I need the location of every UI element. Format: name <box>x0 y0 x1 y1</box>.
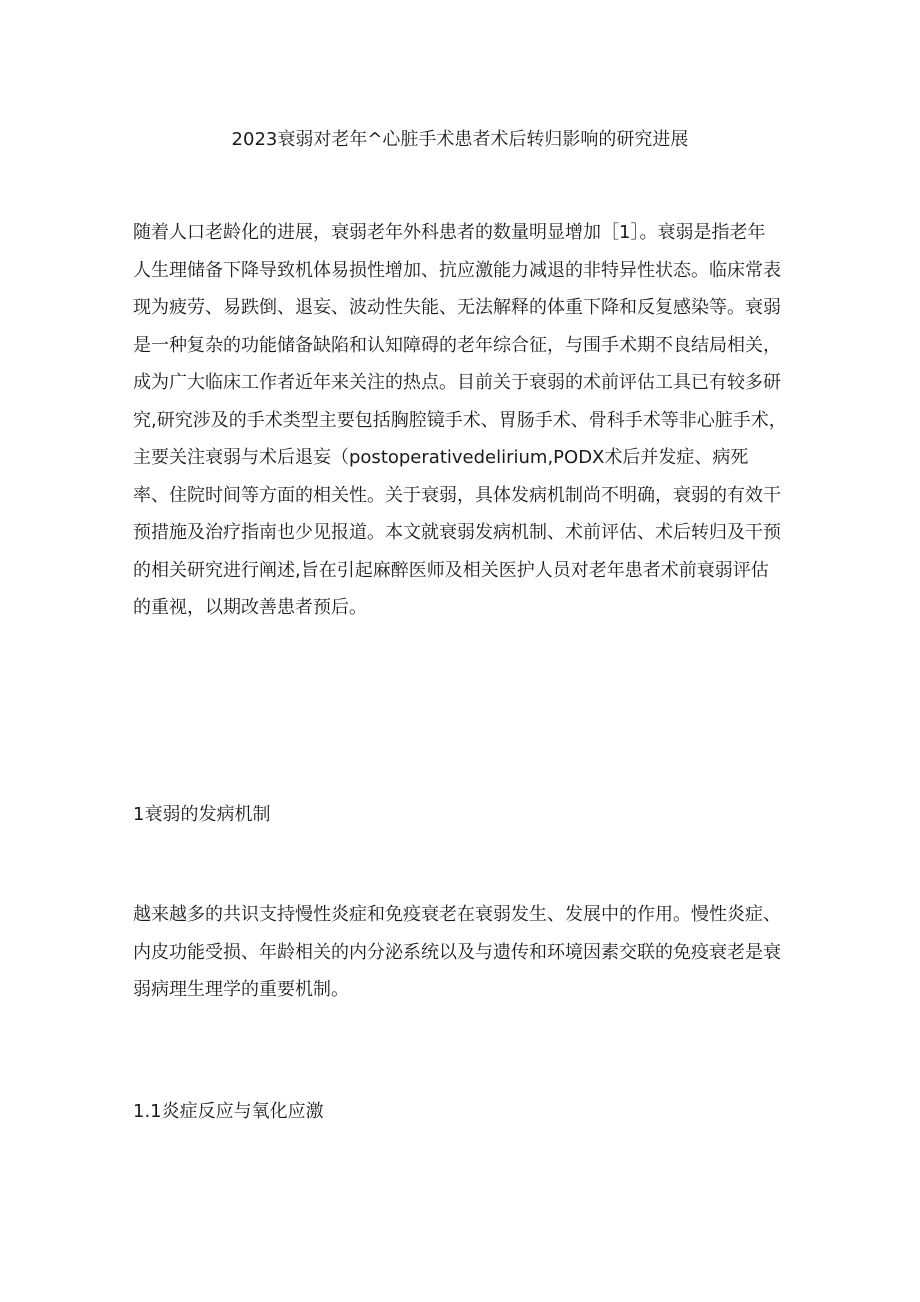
paragraph-line: 是一种复杂的功能储备缺陷和认知障碍的老年综合征，与围手术期不良结局相关， <box>133 334 781 356</box>
intro-paragraph <box>133 214 787 627</box>
paragraph-line: 究,研究涉及的手术类型主要包括胸腔镜手术、胃肠手术、骨科手术等非心脏手术， <box>133 409 787 431</box>
section1-paragraph <box>133 896 781 1009</box>
paragraph-line: 主要关注衰弱与术后退妄（postoperativedelirium,PODX术后并发症、病死 <box>133 447 749 468</box>
paragraph-line: 成为广大临床工作者近年来关注的热点。目前关于衰弱的术前评估工具已有较多研 <box>133 372 781 393</box>
paragraph-line: 内皮功能受损、年龄相关的内分泌系统以及与遗传和环境因素交联的免疫衰老是衰 <box>133 941 781 963</box>
paragraph-line: 率、住院时间等方面的相关性。关于衰弱，具体发病机制尚不明确，衰弱的有效干 <box>133 484 781 506</box>
paragraph-line: 的相关研究进行阐述,旨在引起麻醉医师及相关医护人员对老年患者术前衰弱评估 <box>133 559 769 581</box>
section-heading-1: 1衰弱的发病机制 <box>133 804 271 825</box>
paragraph-line: 的重视，以期改善患者预后。 <box>133 597 367 618</box>
paragraph-line: 人生理储备下降导致机体易损性增加、抗应激能力减退的非特异性状态。临床常表 <box>133 259 781 281</box>
paragraph-line: 现为疲劳、易跌倒、退妄、波动性失能、无法解释的体重下降和反复感染等。衰弱 <box>133 297 781 318</box>
paragraph-line: 弱病理生理学的重要机制。 <box>133 979 349 1000</box>
paragraph-line: 预措施及治疗指南也少见报道。本文就衰弱发病机制、术前评估、术后转归及干预 <box>133 522 781 543</box>
paragraph-line: 越来越多的共识支持慢性炎症和免疫衰老在衰弱发生、发展中的作用。慢性炎症、 <box>133 904 781 925</box>
section-heading-1-1: 1.1炎症反应与氧化应激 <box>133 1101 324 1122</box>
document-title: 2023衰弱对老年^心脏手术患者术后转归影响的研究进展 <box>231 129 689 150</box>
paragraph-line: 随着人口老龄化的进展，衰弱老年外科患者的数量明显增加［1］。衰弱是指老年 <box>133 222 766 243</box>
